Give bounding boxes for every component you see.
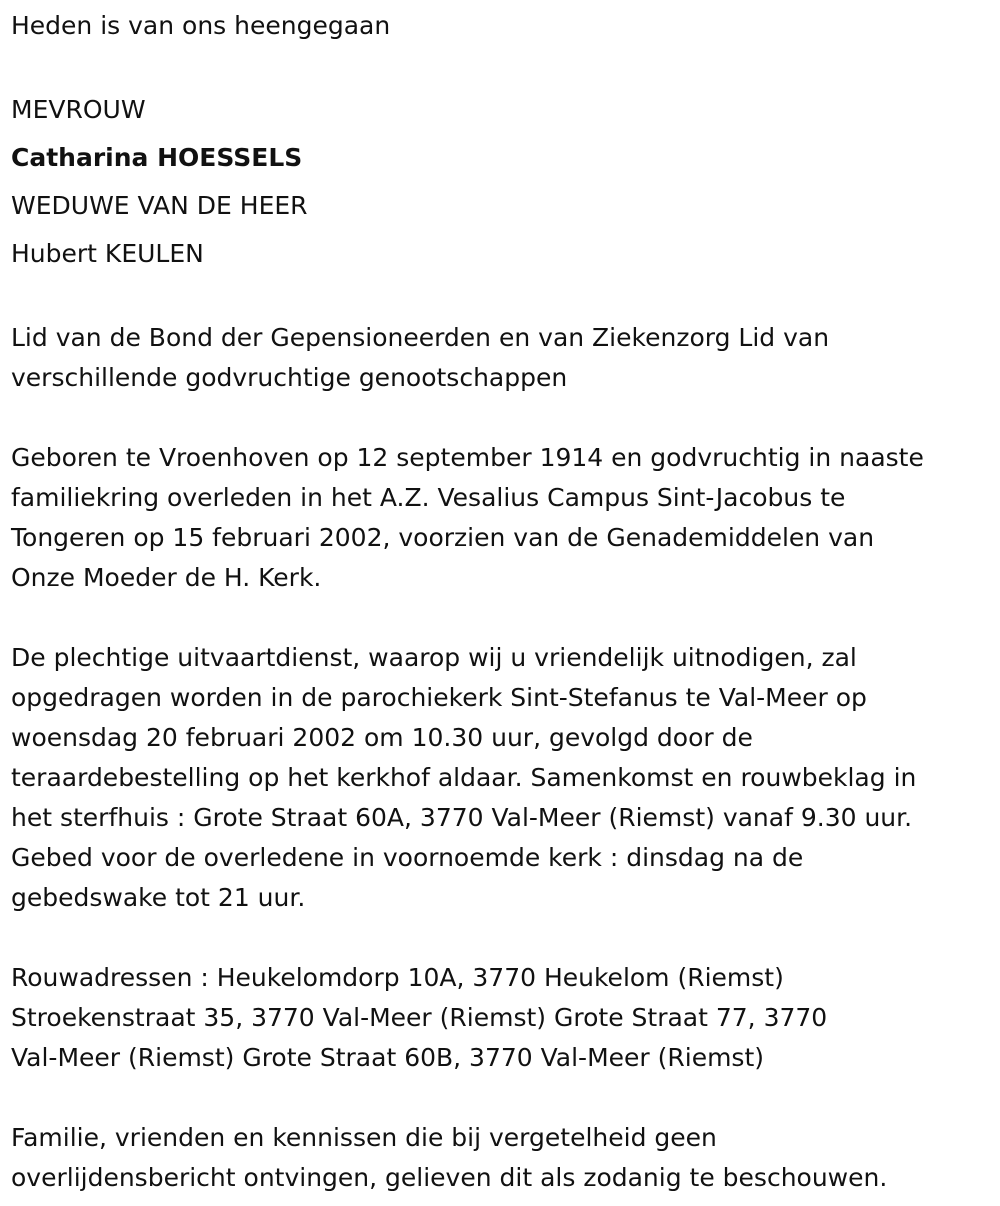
paragraph-line: het sterfhuis : Grote Straat 60A, 3770 Val-Meer (Riemst) vanaf 9.30 uur.: [11, 803, 913, 832]
paragraph-line: woensdag 20 februari 2002 om 10.30 uur, gevolgd door de: [11, 723, 753, 752]
paragraph-line: gebedswake tot 21 uur.: [11, 883, 306, 912]
relation-text: WEDUWE VAN DE HEER: [11, 191, 308, 220]
paragraph-line: Lid van de Bond der Gepensioneerden en van Ziekenzorg Lid van: [11, 323, 830, 352]
title-prefix: MEVROUW: [11, 95, 146, 124]
membership-paragraph: [11, 318, 1000, 398]
deceased-name: Catharina HOESSELS: [11, 143, 303, 172]
paragraph-line: opgedragen worden in de parochiekerk Sint-Stefanus te Val-Meer op: [11, 683, 867, 712]
paragraph-line: Tongeren op 15 februari 2002, voorzien van de Genademiddelen van: [11, 523, 875, 552]
paragraph-line: teraardebestelling op het kerkhof aldaar. Samenkomst en rouwbeklag in: [11, 763, 917, 792]
addresses-paragraph: [11, 958, 1000, 1078]
paragraph-line: Rouwadressen : Heukelomdorp 10A, 3770 Heukelom (Riemst): [11, 963, 784, 992]
paragraph-line: Onze Moeder de H. Kerk.: [11, 563, 322, 592]
spacer: [11, 46, 1000, 86]
paragraph-line: Familie, vrienden en kennissen die bij vergetelheid geen: [11, 1123, 717, 1152]
paragraph-line: overlijdensbericht ontvingen, gelieven dit als zodanig te beschouwen.: [11, 1163, 888, 1192]
closing-paragraph: [11, 1118, 1000, 1198]
spouse-name: Hubert KEULEN: [11, 239, 204, 268]
spacer: [11, 278, 1000, 318]
birth-death-paragraph: [11, 438, 1000, 598]
paragraph-line: De plechtige uitvaartdienst, waarop wij u vriendelijk uitnodigen, zal: [11, 643, 857, 672]
spacer: [11, 918, 1000, 958]
spacer: [11, 598, 1000, 638]
intro-text: Heden is van ons heengegaan: [11, 11, 391, 40]
spacer: [11, 1078, 1000, 1118]
funeral-paragraph: [11, 638, 1000, 918]
paragraph-line: Gebed voor de overledene in voornoemde kerk : dinsdag na de: [11, 843, 804, 872]
paragraph-line: Stroekenstraat 35, 3770 Val-Meer (Riemst) Grote Straat 77, 3770: [11, 1003, 828, 1032]
paragraph-line: familiekring overleden in het A.Z. Vesalius Campus Sint-Jacobus te: [11, 483, 846, 512]
spacer: [11, 398, 1000, 438]
paragraph-line: verschillende godvruchtige genootschappen: [11, 363, 568, 392]
paragraph-line: Val-Meer (Riemst) Grote Straat 60B, 3770 Val-Meer (Riemst): [11, 1043, 765, 1072]
paragraph-line: Geboren te Vroenhoven op 12 september 1914 en godvruchtig in naaste: [11, 443, 924, 472]
